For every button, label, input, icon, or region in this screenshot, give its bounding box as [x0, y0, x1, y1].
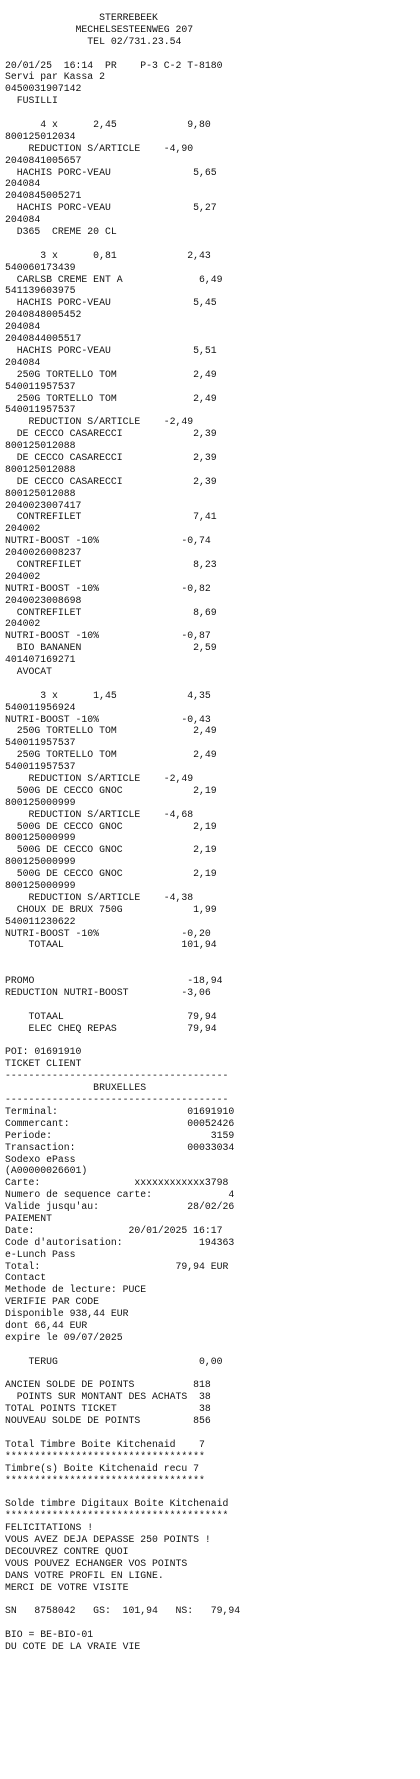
- receipt-line: Methode de lecture: PUCE: [5, 1284, 147, 1296]
- receipt-line: Periode: 3159: [5, 1129, 235, 1141]
- receipt-line: [5, 1617, 420, 1629]
- receipt-line: Valide jusqu'au: 28/02/26: [5, 1201, 235, 1213]
- receipt-line: SN 8758042 GS: 101,94 NS: 79,94: [5, 1605, 241, 1617]
- receipt-line: 540060173439: [5, 261, 76, 273]
- receipt-line: e-Lunch Pass: [5, 1248, 76, 1260]
- receipt-line: VERIFIE PAR CODE: [5, 1296, 100, 1308]
- receipt-line: DE CECCO CASARECCI 2,39: [5, 428, 217, 440]
- receipt-line: Code d'autorisation: 194363: [5, 1236, 235, 1248]
- receipt-line: [5, 1344, 420, 1356]
- receipt-line: 500G DE CECCO GNOC 2,19: [5, 784, 217, 796]
- receipt-line: [5, 1486, 420, 1498]
- receipt-line: DE CECCO CASARECCI 2,39: [5, 475, 217, 487]
- receipt-line: --------------------------------------: [5, 1094, 229, 1106]
- receipt-line: CONTREFILET 7,41: [5, 511, 217, 523]
- receipt-line: **********************************: [5, 1474, 205, 1486]
- receipt-line: Servi par Kassa 2: [5, 71, 105, 83]
- receipt-line: DE CECCO CASARECCI 2,39: [5, 451, 217, 463]
- receipt-line: CONTREFILET 8,69: [5, 606, 217, 618]
- receipt-line: Timbre(s) Boite Kitchenaid recu 7: [5, 1462, 200, 1474]
- receipt-line: 204084: [5, 178, 41, 190]
- receipt-line: 204002: [5, 570, 41, 582]
- receipt-line: 800125012088: [5, 463, 76, 475]
- receipt-line: POI: 01691910: [5, 1046, 82, 1058]
- receipt-line: Disponible 938,44 EUR: [5, 1308, 129, 1320]
- receipt-line: [5, 1427, 420, 1439]
- receipt-line: 20/01/25 16:14 PR P-3 C-2 T-8180: [5, 59, 223, 71]
- receipt-line: TOTAL POINTS TICKET 38: [5, 1403, 211, 1415]
- receipt-line: [5, 999, 420, 1011]
- receipt-line: D365 CREME 20 CL: [5, 226, 117, 238]
- receipt-line: FUSILLI: [5, 95, 58, 107]
- receipt-line: 800125012034: [5, 130, 76, 142]
- receipt-line: 0450031907142: [5, 83, 82, 95]
- receipt-line: 800125012088: [5, 440, 76, 452]
- receipt-line: REDUCTION S/ARTICLE -2,49: [5, 416, 194, 428]
- receipt-line: 204002: [5, 523, 41, 535]
- receipt-line: BRUXELLES: [5, 1082, 147, 1094]
- receipt-line: 540011230622: [5, 915, 76, 927]
- receipt-line: VOUS AVEZ DEJA DEPASSE 250 POINTS !: [5, 1534, 211, 1545]
- receipt-line: Carte: xxxxxxxxxxxx3798: [5, 1177, 229, 1189]
- receipt-line: [5, 48, 420, 60]
- receipt-line: [5, 107, 420, 119]
- receipt-line: CARLSB CREME ENT A 6,49: [5, 273, 223, 285]
- receipt-line: 540011957537: [5, 761, 76, 773]
- receipt-line: [5, 678, 420, 690]
- receipt-line: 2040848005452: [5, 309, 82, 321]
- receipt-line: CHOUX DE BRUX 750G 1,99: [5, 903, 217, 915]
- receipt-line: 204084: [5, 321, 41, 333]
- receipt-line: 540011957537: [5, 737, 76, 749]
- receipt-line: TEL 02/731.23.54: [5, 35, 182, 47]
- receipt-line: Total Timbre Boite Kitchenaid 7: [5, 1438, 205, 1450]
- receipt-line: MERCI DE VOTRE VISITE: [5, 1581, 129, 1593]
- receipt-line: 500G DE CECCO GNOC 2,19: [5, 868, 217, 880]
- receipt-line: REDUCTION S/ARTICLE -4,38: [5, 891, 194, 903]
- receipt-line: NUTRI-BOOST -10% -0,87: [5, 630, 211, 642]
- receipt-line: REDUCTION S/ARTICLE -4,90: [5, 142, 194, 154]
- receipt-line: BIO BANANEN 2,59: [5, 642, 217, 654]
- receipt-line: [5, 963, 420, 975]
- receipt-line: [5, 238, 420, 250]
- receipt-line: HACHIS PORC-VEAU 5,65: [5, 166, 217, 178]
- receipt-line: dont 66,44 EUR: [5, 1319, 88, 1331]
- receipt-line: Sodexo ePass: [5, 1153, 76, 1165]
- receipt-line: [5, 951, 420, 963]
- receipt-line: HACHIS PORC-VEAU 5,51: [5, 344, 217, 356]
- receipt-line: NUTRI-BOOST -10% -0,20: [5, 927, 211, 939]
- receipt-line: **************************************: [5, 1510, 229, 1522]
- receipt-line: Transaction: 00033034: [5, 1141, 235, 1153]
- receipt-line: 2040841005657: [5, 154, 82, 166]
- receipt-line: REDUCTION S/ARTICLE -4,68: [5, 808, 194, 820]
- receipt-line: NUTRI-BOOST -10% -0,43: [5, 713, 211, 725]
- receipt-line: REDUCTION S/ARTICLE -2,49: [5, 773, 194, 784]
- receipt-line: 800125000999: [5, 880, 76, 892]
- receipt-line: ANCIEN SOLDE DE POINTS 818: [5, 1379, 211, 1391]
- receipt-line: 204084: [5, 356, 41, 368]
- receipt-line: NUTRI-BOOST -10% -0,74: [5, 535, 211, 547]
- receipt-line: Contact: [5, 1272, 47, 1284]
- receipt-line: DECOUVREZ CONTRE QUOI: [5, 1545, 129, 1557]
- receipt-line: **********************************: [5, 1450, 205, 1462]
- receipt-line: BIO = BE-BIO-01: [5, 1629, 94, 1641]
- receipt-line: 800125000999: [5, 856, 76, 868]
- receipt-line: (A00000026601): [5, 1165, 88, 1177]
- receipt-line: 2040023007417: [5, 499, 82, 511]
- receipt-line: TERUG 0,00: [5, 1355, 223, 1367]
- receipt-line: TOTAAL 79,94: [5, 1010, 217, 1022]
- receipt-line: Solde timbre Digitaux Boite Kitchenaid: [5, 1498, 229, 1510]
- receipt-line: 3 x 1,45 4,35: [5, 689, 211, 701]
- receipt-line: HACHIS PORC-VEAU 5,27: [5, 202, 217, 214]
- receipt-line: 250G TORTELLO TOM 2,49: [5, 749, 217, 761]
- receipt-line: TICKET CLIENT: [5, 1058, 82, 1070]
- receipt-line: 401407169271: [5, 654, 76, 666]
- receipt-line: FELICITATIONS !: [5, 1522, 94, 1534]
- receipt-line: 540011957537: [5, 404, 76, 416]
- receipt-line: 2040844005517: [5, 333, 82, 345]
- receipt-line: 250G TORTELLO TOM 2,49: [5, 368, 217, 380]
- receipt-line: 540011957537: [5, 380, 76, 392]
- receipt-line: 500G DE CECCO GNOC 2,19: [5, 844, 217, 856]
- receipt-line: 3 x 0,81 2,43: [5, 249, 211, 261]
- receipt-line: [5, 1035, 420, 1047]
- receipt-line: expire le 09/07/2025: [5, 1331, 123, 1343]
- receipt-line: POINTS SUR MONTANT DES ACHATS 38: [5, 1391, 211, 1403]
- receipt-line: Total: 79,94 EUR: [5, 1260, 229, 1272]
- receipt-line: 541139603975: [5, 285, 76, 297]
- receipt-line: 4 x 2,45 9,80: [5, 119, 211, 131]
- receipt-line: REDUCTION NUTRI-BOOST -3,06: [5, 987, 211, 999]
- receipt-line: Commercant: 00052426: [5, 1117, 235, 1129]
- receipt-line: 800125000999: [5, 832, 76, 844]
- receipt-line: 250G TORTELLO TOM 2,49: [5, 725, 217, 737]
- receipt-line: 2040023008698: [5, 594, 82, 606]
- receipt-line: Numero de sequence carte: 4: [5, 1189, 235, 1201]
- receipt-line: 204084: [5, 214, 41, 226]
- receipt-line: 540011956924: [5, 701, 76, 713]
- receipt-line: Terminal: 01691910: [5, 1105, 235, 1117]
- receipt-line: MECHELSESTEENWEG 207: [5, 23, 194, 35]
- receipt-line: HACHIS PORC-VEAU 5,45: [5, 297, 217, 309]
- receipt-line: 2040026008237: [5, 547, 82, 559]
- receipt-line: DANS VOTRE PROFIL EN LIGNE.: [5, 1569, 164, 1581]
- receipt-line: Date: 20/01/2025 16:17: [5, 1224, 223, 1236]
- receipt-line: [5, 1593, 420, 1605]
- receipt-line: 204002: [5, 618, 41, 630]
- receipt-line: 250G TORTELLO TOM 2,49: [5, 392, 217, 404]
- receipt-line: PAIEMENT: [5, 1212, 53, 1224]
- receipt-line: VOUS POUVEZ ECHANGER VOS POINTS: [5, 1557, 188, 1569]
- receipt-line: AVOCAT: [5, 665, 53, 677]
- receipt-line: NUTRI-BOOST -10% -0,82: [5, 582, 211, 594]
- receipt-line: CONTREFILET 8,23: [5, 558, 217, 570]
- receipt-line: 800125000999: [5, 796, 76, 808]
- receipt-line: 800125012088: [5, 487, 76, 499]
- receipt-line: DU COTE DE LA VRAIE VIE: [5, 1641, 141, 1653]
- receipt-line: PROMO -18,94: [5, 975, 223, 987]
- receipt-line: 2040845005271: [5, 190, 82, 202]
- receipt-line: [5, 1368, 420, 1380]
- receipt-line: STERREBEEK: [5, 12, 158, 23]
- receipt-line: ELEC CHEQ REPAS 79,94: [5, 1022, 217, 1034]
- receipt-line: 500G DE CECCO GNOC 2,19: [5, 820, 217, 832]
- receipt-line: --------------------------------------: [5, 1070, 229, 1082]
- receipt-line: TOTAAL 101,94: [5, 939, 217, 951]
- receipt-line: NOUVEAU SOLDE DE POINTS 856: [5, 1415, 211, 1427]
